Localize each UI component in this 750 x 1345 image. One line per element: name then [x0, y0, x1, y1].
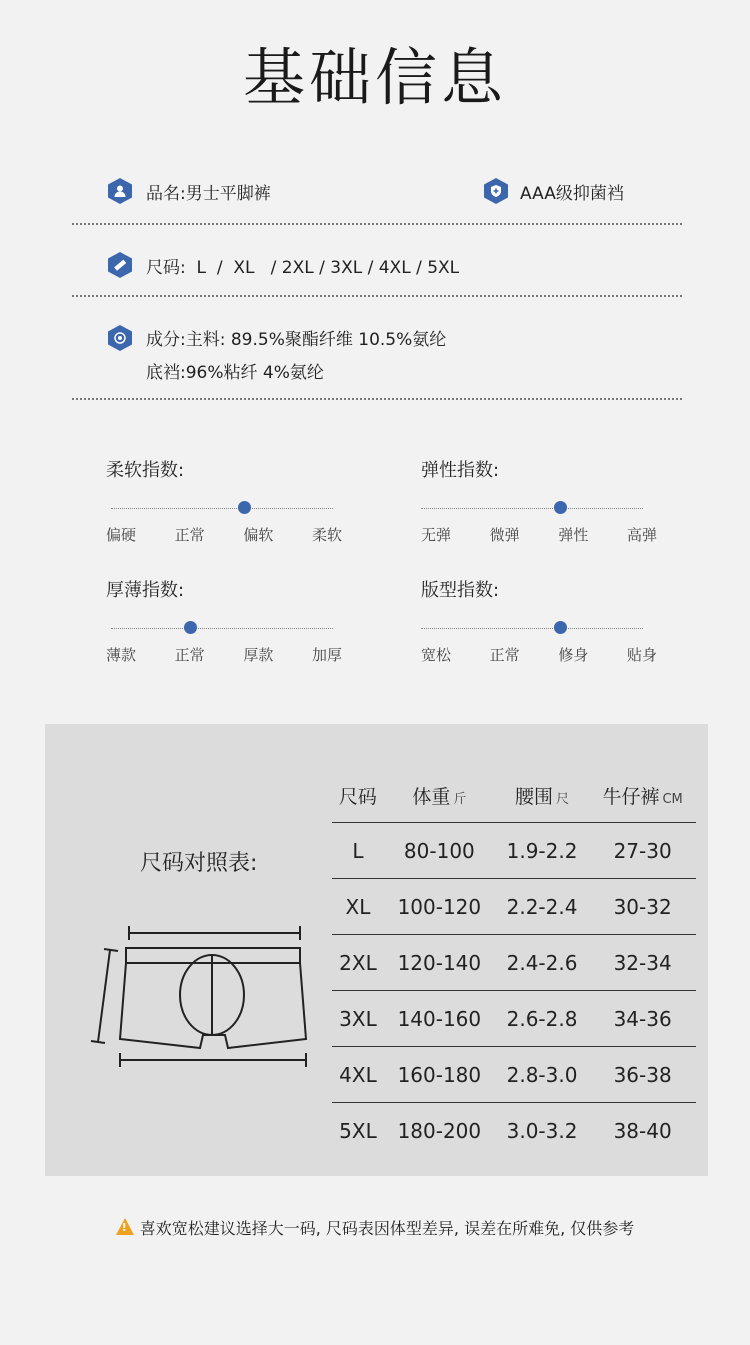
- warning-icon: !: [116, 1218, 134, 1235]
- composition-main: 成分:主料: 89.5%聚酯纤维 10.5%氨纶: [146, 330, 447, 350]
- shield-plus-icon: [484, 178, 508, 204]
- scale-option: 柔软: [311, 526, 342, 544]
- scale-option: 正常: [489, 646, 520, 664]
- elasticity-index: [421, 456, 657, 545]
- size-cell: 4XL: [332, 1047, 384, 1103]
- scale-option: 厚款: [243, 646, 274, 664]
- column-header: 牛仔裤 CM: [602, 785, 683, 808]
- scale-option: 正常: [174, 646, 205, 664]
- antibacterial-row: [484, 178, 624, 204]
- table-row: [332, 879, 696, 935]
- jeans-cell: 36-38: [589, 1047, 696, 1103]
- column-header: 腰围 尺: [515, 785, 570, 808]
- weight-cell: 180-200: [384, 1103, 495, 1159]
- sizes-row: [108, 252, 459, 278]
- size-note: [0, 1216, 750, 1239]
- column-header: 体重 斤: [412, 785, 467, 808]
- page-title: 基础信息: [242, 41, 507, 114]
- scale-option: 宽松: [421, 646, 452, 664]
- jeans-cell: 32-34: [589, 935, 696, 991]
- divider: [72, 223, 682, 225]
- scale-option: 偏硬: [106, 526, 137, 544]
- size-cell: 5XL: [332, 1103, 384, 1159]
- weight-cell: 140-160: [384, 991, 495, 1047]
- scale-option: 薄款: [106, 646, 137, 664]
- level-knob: [554, 501, 567, 514]
- product-name: 品名:男士平脚裤: [146, 183, 271, 204]
- weight-cell: 160-180: [384, 1047, 495, 1103]
- scale-line: [111, 628, 333, 629]
- person-icon: [108, 178, 132, 204]
- table-row: [332, 1103, 696, 1159]
- table-row: [332, 1047, 696, 1103]
- jeans-cell: 38-40: [589, 1103, 696, 1159]
- waist-cell: 2.4-2.6: [495, 935, 589, 991]
- divider: [72, 398, 682, 400]
- scale-option: 修身: [558, 646, 589, 664]
- level-knob: [184, 621, 197, 634]
- scale-option: 贴身: [626, 646, 657, 664]
- waist-cell: 3.0-3.2: [495, 1103, 589, 1159]
- scale-option: 偏软: [243, 526, 274, 544]
- antibacterial-label: AAA级抑菌裆: [520, 183, 624, 204]
- table-header-row: [332, 768, 696, 823]
- scale-option: 微弹: [489, 526, 520, 544]
- table-row: [332, 991, 696, 1047]
- scale-line: [421, 508, 643, 509]
- waist-cell: 2.6-2.8: [495, 991, 589, 1047]
- waist-cell: 1.9-2.2: [495, 823, 589, 879]
- level-knob: [554, 621, 567, 634]
- thickness-index: [106, 576, 342, 665]
- fabric-icon: [108, 325, 132, 351]
- size-table: [332, 768, 696, 1158]
- size-cell: 2XL: [332, 935, 384, 991]
- index-label: 柔软指数:: [106, 460, 185, 481]
- note-text: 喜欢宽松建议选择大一码, 尺码表因体型差异, 误差在所难免, 仅供参考: [139, 1219, 635, 1238]
- ruler-icon: [108, 252, 132, 278]
- divider: [72, 295, 682, 297]
- weight-cell: 100-120: [384, 879, 495, 935]
- scale-option: 正常: [174, 526, 205, 544]
- jeans-cell: 30-32: [589, 879, 696, 935]
- size-cell: L: [332, 823, 384, 879]
- size-list: 尺码: L / XL / 2XL / 3XL / 4XL / 5XL: [146, 257, 460, 278]
- softness-index: [106, 456, 342, 545]
- scale-option: 加厚: [311, 646, 342, 664]
- column-header: 尺码: [338, 785, 377, 808]
- scale-option: 高弹: [626, 526, 657, 544]
- scale-line: [421, 628, 643, 629]
- index-label: 弹性指数:: [421, 460, 500, 481]
- jeans-cell: 27-30: [589, 823, 696, 879]
- size-chart-title: 尺码对照表:: [140, 851, 258, 876]
- weight-cell: 120-140: [384, 935, 495, 991]
- composition-row: [108, 325, 446, 383]
- composition-gusset: 底裆:96%粘纤 4%氨纶: [146, 363, 324, 383]
- waist-cell: 2.2-2.4: [495, 879, 589, 935]
- level-knob: [238, 501, 251, 514]
- scale-option: 弹性: [558, 526, 589, 544]
- product-name-row: [108, 178, 271, 204]
- size-cell: 3XL: [332, 991, 384, 1047]
- index-label: 厚薄指数:: [106, 580, 185, 601]
- size-cell: XL: [332, 879, 384, 935]
- weight-cell: 80-100: [384, 823, 495, 879]
- table-row: [332, 823, 696, 879]
- fit-index: [421, 576, 657, 665]
- waist-cell: 2.8-3.0: [495, 1047, 589, 1103]
- scale-option: 无弹: [421, 526, 452, 544]
- scale-line: [111, 508, 333, 509]
- table-row: [332, 935, 696, 991]
- index-label: 版型指数:: [421, 580, 500, 601]
- jeans-cell: 34-36: [589, 991, 696, 1047]
- boxer-diagram-icon: [88, 920, 318, 1075]
